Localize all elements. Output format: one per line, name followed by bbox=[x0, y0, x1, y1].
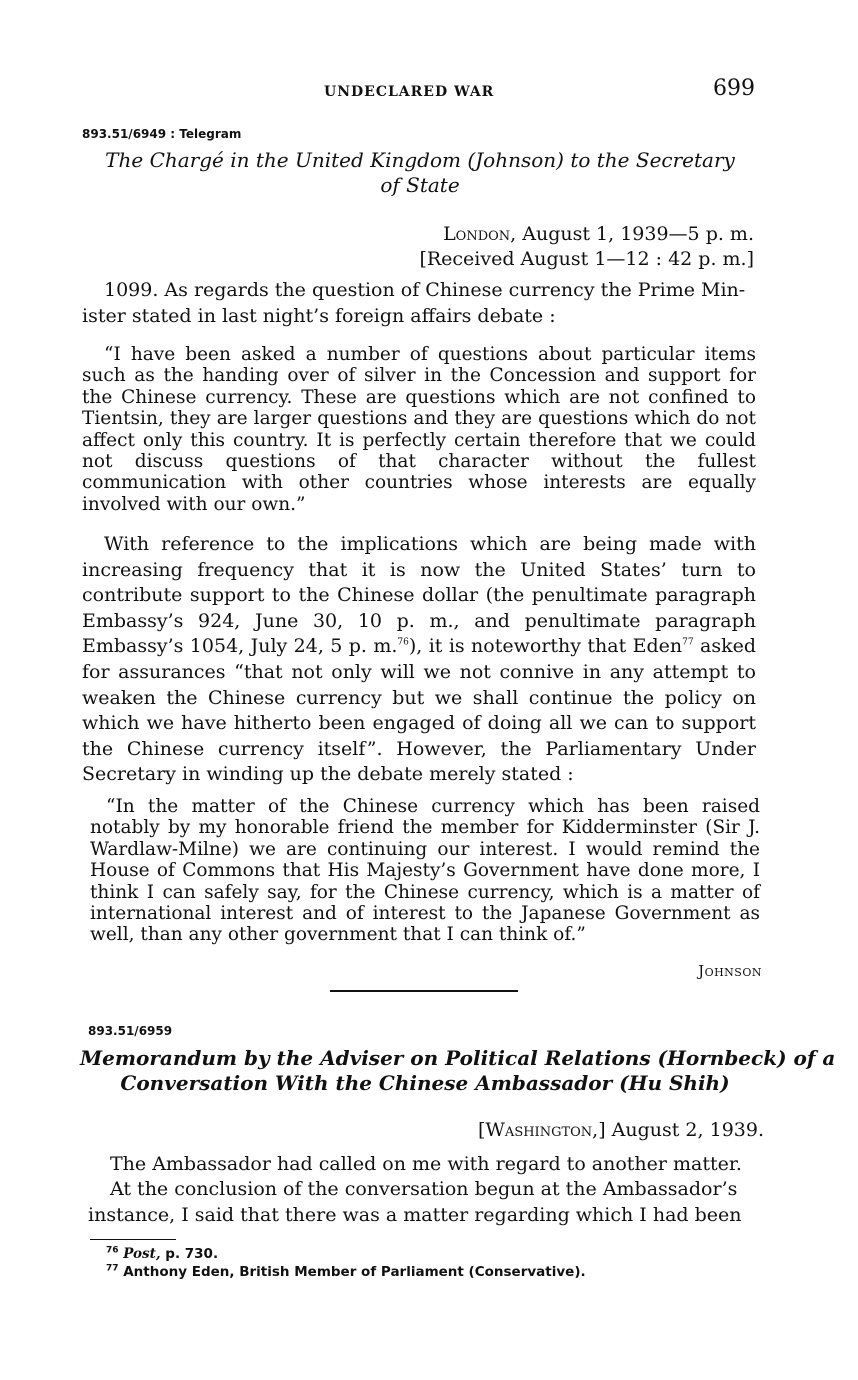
page-number: 699 bbox=[713, 76, 755, 101]
dateline bbox=[443, 222, 754, 247]
paragraph bbox=[82, 278, 756, 329]
dateline-place: London, bbox=[443, 223, 517, 245]
footnote-rule bbox=[90, 1239, 176, 1240]
running-title: UNDECLARED WAR bbox=[324, 84, 495, 100]
received-line: [Received August 1—12 : 42 p. m.] bbox=[419, 248, 754, 270]
footnote-italic: Post, bbox=[123, 1246, 161, 1262]
paragraph bbox=[82, 532, 756, 788]
document-title bbox=[80, 1046, 836, 1096]
footnote-text: p. 730. bbox=[160, 1246, 219, 1262]
document-title-line: Memorandum by the Adviser on Political Relations (Hornbeck) of a bbox=[80, 1046, 836, 1070]
footnote bbox=[106, 1246, 218, 1263]
dateline-date: August 2, 1939. bbox=[605, 1119, 764, 1141]
paragraph-line: instance, I said that there was a matter regarding which I had been bbox=[88, 1203, 742, 1226]
dateline-place: [Washington,] bbox=[477, 1119, 606, 1141]
paragraph bbox=[88, 1177, 764, 1228]
block-quote: “I have been asked a number of questions about particular items such as the handing over of silver in the Concession and support for the Chinese currency. These are questions which are not confined to Tientsin, they are larger questions and they are questions which do not affect only this country. It is perfectly certain therefore that we could not discuss questions of that character without the fullest communication with other countries whose interests are equally involved with our own.” bbox=[82, 344, 756, 515]
document-file-id: 893.51/6949 : Telegram bbox=[82, 127, 242, 141]
document-title-line: The Chargé in the United Kingdom (Johnson) to the Secretary bbox=[105, 148, 735, 172]
paragraph-line: ister stated in last night’s foreign affairs debate : bbox=[82, 304, 556, 327]
paragraph-text: asked for assurances “that not only will we not connive in any attempt to weaken the Chinese currency but we shall continue the policy on which we have hitherto been engaged of doing all we can to support the Chinese currency itself”. However, the Parliamentary Under Secretary in winding up the debate merely stated : bbox=[82, 635, 757, 786]
paragraph-line: At the conclusion of the conversation begun at the Ambassador’s bbox=[110, 1178, 738, 1200]
footnote-mark: 77 bbox=[106, 1263, 119, 1274]
document-title-line: Conversation With the Chinese Ambassador (Hu Shih) bbox=[120, 1071, 730, 1095]
document-file-id: 893.51/6959 bbox=[88, 1024, 173, 1038]
document-title-line: of State bbox=[380, 173, 460, 197]
footnote-mark: 76 bbox=[106, 1245, 119, 1256]
paragraph-text: ), it is noteworthy that Eden bbox=[408, 635, 683, 658]
signature: Johnson bbox=[698, 962, 762, 980]
dateline-date: August 1, 1939—5 p. m. bbox=[516, 223, 754, 245]
footnote bbox=[106, 1264, 586, 1281]
dateline bbox=[478, 1118, 764, 1143]
section-divider bbox=[330, 990, 518, 992]
paragraph: The Ambassador had called on me with regard to another matter. bbox=[110, 1153, 742, 1175]
footnote-ref: 76 bbox=[397, 638, 409, 649]
footnote-text: Anthony Eden, British Member of Parliament (Conservative). bbox=[123, 1264, 586, 1280]
footnote-ref: 77 bbox=[682, 638, 694, 649]
block-quote: “In the matter of the Chinese currency which has been raised notably by my honorable friend the member for Kidderminster (Sir J. Wardlaw-Milne) we are continuing our interest. I would remind the House of Commons that His Majesty’s Government have done more, I think I can safely say, for the Chinese currency, which is a matter of international interest and of interest to the Japanese Government as well, than any other government that I can think of.” bbox=[90, 796, 760, 946]
paragraph-text: With reference to the implications which are being made with increasing frequency that it is now the United States’ turn to contribute support to the Chinese dollar (the penultimate paragraph Embassy’s 924, June 30, 10 p. m., and penultimate paragraph Embassy’s 1054, July 24, 5 p. m. bbox=[82, 533, 756, 658]
document-title bbox=[80, 148, 760, 198]
paragraph-line: 1099. As regards the question of Chinese currency the Prime Min- bbox=[104, 279, 746, 301]
